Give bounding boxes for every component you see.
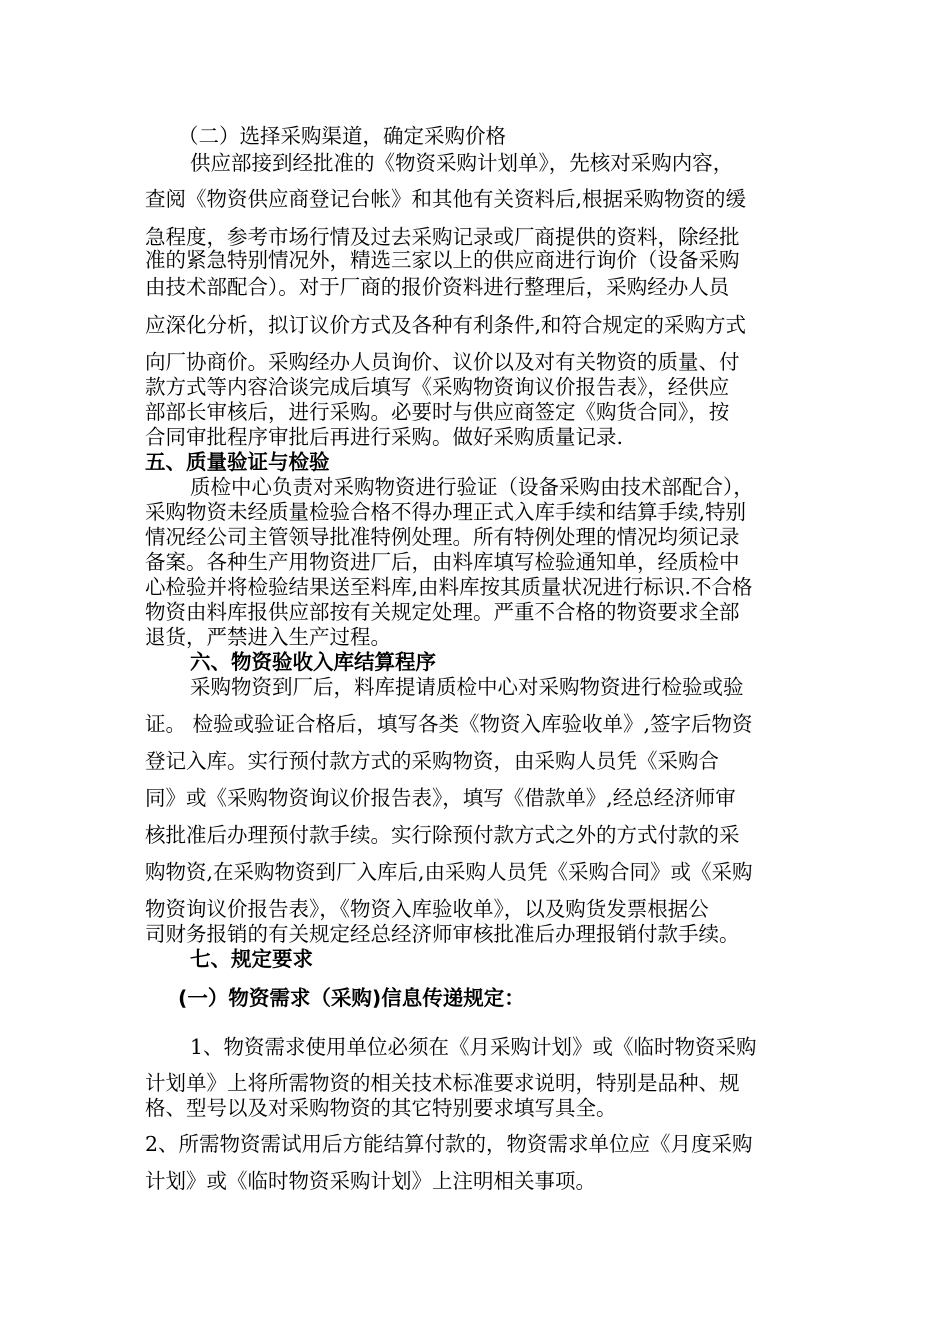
subsection-heading-2: （二）选择采购渠道，确定采购价格 bbox=[178, 124, 506, 148]
paragraph-line: 物资由料库报供应部按有关规定处理。严重不合格的物资要求全部 bbox=[145, 600, 740, 624]
paragraph-line: 心检验并将检验结果送至料库,由料库按其质量状况进行标识.不合格 bbox=[145, 575, 753, 599]
paragraph-line: 物资询议价报告表》，《物资入库验收单》，以及购货发票根据公 bbox=[145, 897, 709, 921]
section-heading-7: 七、规定要求 bbox=[190, 947, 313, 971]
paragraph-line: 司财务报销的有关规定经总经济师审核批准后办理报销付款手续。 bbox=[145, 922, 740, 946]
subsection-heading-1: (一）物资需求（采购)信息传递规定： bbox=[178, 986, 525, 1010]
list-item-1-line: 格、型号以及对采购物资的其它特别要求填写具全。 bbox=[145, 1096, 617, 1120]
section-heading-5: 五、质量验证与检验 bbox=[145, 450, 330, 474]
paragraph-line: 情况经公司主管领导批准特例处理。所有特例处理的情况均须记录 bbox=[145, 525, 740, 549]
paragraph-line: 采购物资未经质量检验合格不得办理正式入库手续和结算手续,特别 bbox=[145, 500, 747, 524]
paragraph-line: 合同审批程序审批后再进行采购。做好采购质量记录. bbox=[145, 425, 624, 449]
paragraph-line: 部部长审核后，进行采购。必要时与供应商签定《购货合同》，按 bbox=[145, 400, 730, 424]
list-item-1-line: 1、物资需求使用单位必须在《月采购计划》或《临时物资采购 bbox=[190, 1035, 757, 1059]
paragraph-line: 急程度，参考市场行情及过去采购记录或厂商提供的资料，除经批 bbox=[145, 225, 740, 249]
paragraph-line: 登记入库。实行预付款方式的采购物资，由采购人员凭《采购合 bbox=[145, 749, 719, 773]
paragraph-line: 采购物资到厂后，料库提请质检中心对采购物资进行检验或验 bbox=[190, 675, 744, 699]
paragraph-line: 查阅《物资供应商登记台帐》和其他有关资料后,根据采购物资的缓 bbox=[145, 187, 747, 211]
paragraph-line: 备案。各种生产用物资进厂后，由料库填写检验通知单，经质检中 bbox=[145, 550, 740, 574]
paragraph-line: 应深化分析，拟订议价方式及各种有利条件,和符合规定的采购方式 bbox=[145, 313, 747, 337]
list-item-2-line: 计划》或《临时物资采购计划》上注明相关事项。 bbox=[145, 1169, 596, 1193]
paragraph-line: 准的紧急特别情况外，精选三家以上的供应商进行询价（设备采购 bbox=[145, 248, 740, 272]
paragraph-line: 款方式等内容洽谈完成后填写《采购物资询议价报告表》，经供应 bbox=[145, 375, 730, 399]
paragraph-line: 向厂协商价。采购经办人员询价、议价以及对有关物资的质量、付 bbox=[145, 350, 740, 374]
paragraph-line: 供应部接到经批准的《物资采购计划单》，先核对采购内容， bbox=[190, 151, 734, 175]
paragraph-line: 核批准后办理预付款手续。实行除预付款方式之外的方式付款的采 bbox=[145, 823, 740, 847]
paragraph-line: 证。 检验或验证合格后，填写各类《物资入库验收单》,签字后物资 bbox=[145, 712, 753, 736]
paragraph-line: 退货，严禁进入生产过程。 bbox=[145, 625, 391, 649]
list-item-1-line: 计划单》上将所需物资的相关技术标准要求说明，特别是品种、规 bbox=[145, 1071, 740, 1095]
paragraph-line: 同》或《采购物资询议价报告表》，填写《借款单》,经总经济师审 bbox=[145, 786, 736, 810]
paragraph-line: 由技术部配合）。对于厂商的报价资料进行整理后，采购经办人员 bbox=[145, 275, 730, 299]
paragraph-line: 购物资,在采购物资到厂入库后,由采购人员凭《采购合同》或《采购 bbox=[145, 860, 753, 884]
section-heading-6: 六、物资验收入库结算程序 bbox=[190, 650, 436, 674]
list-item-2-line: 2、所需物资需试用后方能结算付款的，物资需求单位应《月度采购 bbox=[145, 1132, 753, 1156]
paragraph-line: 质检中心负责对采购物资进行验证（设备采购由技术部配合）， bbox=[190, 475, 754, 499]
